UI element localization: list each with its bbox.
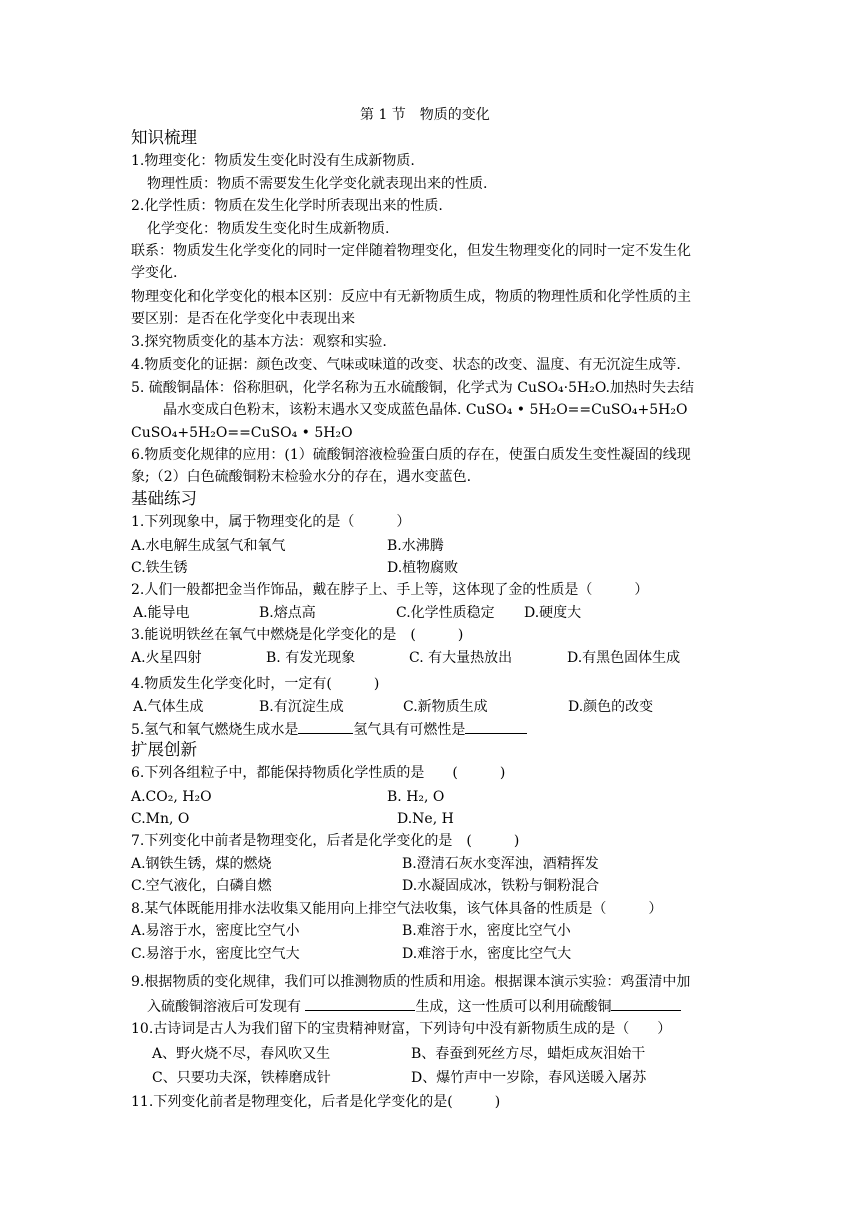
question-5-part-2: 氢气具有可燃性是 [353, 722, 466, 738]
question-11-stem: 11.下列变化前者是物理变化，后者是化学变化的是( ) [131, 1094, 501, 1110]
question-4-option-d: D.颜色的改变 [568, 699, 654, 715]
question-6-stem: 6.下列各组粒子中，都能保持物质化学性质的是 ( ) [131, 765, 506, 781]
answer-blank[interactable] [298, 720, 353, 734]
question-1-option-b: B.水沸腾 [387, 538, 444, 554]
knowledge-line-11: 5. 硫酸铜晶体：俗称胆矾，化学名称为五水硫酸铜，化学式为 CuSO₄·5H₂O.加热时失去结 [131, 380, 694, 396]
question-4-stem: 4.物质发生化学变化时，一定有( ) [131, 676, 380, 692]
question-2-option-d: D.硬度大 [524, 605, 582, 621]
knowledge-line-3: 2.化学性质：物质在发生化学时所表现出来的性质. [131, 198, 443, 214]
question-10-stem: 10.古诗词是古人为我们留下的宝贵精神财富，下列诗句中没有新物质生成的是（ ） [131, 1021, 672, 1037]
question-3-option-d: D.有黑色固体生成 [567, 650, 681, 666]
question-6-option-d: D.Ne, H [397, 811, 454, 827]
section-heading-extension: 扩展创新 [131, 740, 197, 759]
knowledge-line-10: 4.物质变化的证据：颜色改变、气味或味道的改变、状态的改变、温度、有无沉淀生成等. [131, 357, 681, 373]
question-5 [131, 720, 527, 739]
question-1-option-a: A.水电解生成氢气和氧气 [131, 538, 286, 554]
knowledge-line-14: 6.物质变化规律的应用：(1）硫酸铜溶液检验蛋白质的存在，使蛋白质发生变性凝固的线现 [131, 447, 691, 463]
question-1-stem: 1.下列现象中，属于物理变化的是（ ） [131, 514, 411, 530]
knowledge-line-4: 化学变化：物质发生变化时生成新物质. [147, 221, 390, 237]
knowledge-line-5: 联系：物质发生化学变化的同时一定伴随着物理变化，但发生物理变化的同时一定不发生化 [131, 243, 691, 259]
question-6-option-a: A.CO₂, H₂O [131, 789, 212, 805]
question-10-option-c: C、只要功夫深，铁棒磨成针 [152, 1070, 331, 1086]
question-3-option-b: B. 有发光现象 [266, 650, 356, 666]
knowledge-line-8: 要区别：是否在化学变化中表现出来 [131, 311, 355, 327]
answer-blank[interactable] [611, 997, 681, 1011]
question-7-stem: 7.下列变化中前者是物理变化，后者是化学变化的是 ( ) [131, 833, 520, 849]
page-title: 第 1 节 物质的变化 [360, 107, 490, 123]
question-10-option-a: A、野火烧不尽，春风吹又生 [152, 1046, 331, 1062]
knowledge-line-15: 象;（2）白色硫酸铜粉末检验水分的存在，遇水变蓝色. [131, 469, 472, 485]
section-heading-knowledge: 知识梳理 [131, 128, 197, 147]
question-7-option-b: B.澄清石灰水变浑浊，酒精挥发 [402, 856, 599, 872]
question-2-option-c: C.化学性质稳定 [396, 605, 495, 621]
question-7-option-d: D.水凝固成冰，铁粉与铜粉混合 [402, 878, 600, 894]
question-6-option-b: B. H₂, O [387, 789, 445, 805]
section-heading-basic: 基础练习 [131, 489, 197, 508]
question-4-option-c: C.新物质生成 [403, 699, 488, 715]
answer-blank[interactable] [465, 720, 527, 734]
question-10-option-d: D、爆竹声中一岁除，春风送暖入屠苏 [411, 1070, 647, 1086]
question-4-option-a: A.气体生成 [133, 699, 204, 715]
knowledge-line-2: 物理性质：物质不需要发生化学变化就表现出来的性质. [147, 176, 488, 192]
question-10-option-b: B、春蚕到死丝方尽，蜡炬成灰泪始干 [411, 1046, 646, 1062]
question-7-option-c: C.空气液化，白磷自燃 [131, 878, 272, 894]
question-8-option-d: D.难溶于水，密度比空气大 [402, 946, 572, 962]
knowledge-line-1: 1.物理变化：物质发生变化时没有生成新物质. [131, 153, 415, 169]
question-3-option-a: A.火星四射 [131, 650, 202, 666]
question-7-option-a: A.钢铁生锈，煤的燃烧 [131, 856, 272, 872]
knowledge-line-12: 晶水变成白色粉末，该粉末遇水又变成蓝色晶体. CuSO₄ • 5H₂O==CuSO₄+5H₂O [163, 402, 688, 418]
question-5-part-1: 5.氢气和氧气燃烧生成水是 [131, 722, 299, 738]
question-4-option-b: B.有沉淀生成 [259, 699, 344, 715]
knowledge-line-7: 物理变化和化学变化的根本区别：反应中有无新物质生成，物质的物理性质和化学性质的主 [131, 289, 691, 305]
question-2-option-a: A.能导电 [133, 605, 190, 621]
question-1-option-d: D.植物腐败 [387, 560, 459, 576]
question-8-option-b: B.难溶于水，密度比空气小 [402, 923, 571, 939]
answer-blank[interactable] [305, 997, 415, 1011]
question-9-line-2 [147, 997, 681, 1016]
question-2-stem: 2.人们一般都把金当作饰品，戴在脖子上、手上等，这体现了金的性质是（ ） [131, 582, 649, 598]
question-3-option-c: C. 有大量热放出 [409, 650, 513, 666]
question-3-stem: 3.能说明铁丝在氧气中燃烧是化学变化的是 ( ) [131, 627, 464, 643]
question-6-option-c: C.Mn, O [131, 811, 190, 827]
question-2-option-b: B.熔点高 [259, 605, 316, 621]
question-9-part-2: 生成，这一性质可以利用硫酸铜 [415, 999, 612, 1015]
knowledge-line-13: CuSO₄+5H₂O==CuSO₄ • 5H₂O [131, 425, 353, 441]
question-1-option-c: C.铁生锈 [131, 560, 188, 576]
question-8-stem: 8.某气体既能用排水法收集又能用向上排空气法收集，该气体具备的性质是（ ） [131, 901, 663, 917]
question-9-line-1: 9.根据物质的变化规律，我们可以推测物质的性质和用途。根据课本演示实验：鸡蛋清中加 [131, 974, 691, 990]
knowledge-line-9: 3.探究物质变化的基本方法：观察和实验. [131, 334, 387, 350]
question-8-option-a: A.易溶于水，密度比空气小 [131, 923, 300, 939]
question-9-part-1: 入硫酸铜溶液后可发现有 [147, 999, 306, 1015]
question-8-option-c: C.易溶于水，密度比空气大 [131, 946, 300, 962]
knowledge-line-6: 学变化. [131, 265, 178, 281]
